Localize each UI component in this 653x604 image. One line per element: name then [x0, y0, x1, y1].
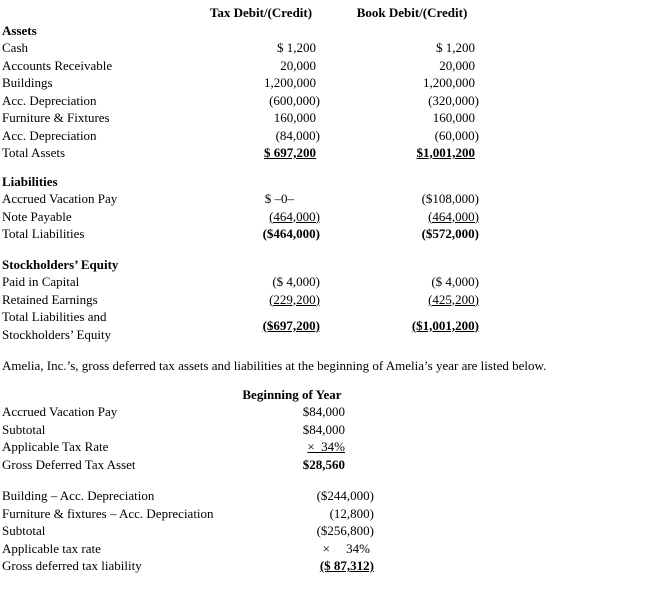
- row-label: [2, 308, 202, 343]
- row-label: Total Assets: [2, 145, 66, 160]
- book-value: $1,001,200: [416, 145, 475, 160]
- row-value: (12,800): [329, 505, 374, 521]
- row-value: × 34%: [307, 439, 345, 454]
- tax-value: ($697,200): [262, 317, 320, 333]
- row-value: ($256,800): [316, 523, 374, 538]
- liabilities-section-heading: Liabilities: [2, 173, 58, 189]
- row-label: Retained Earnings: [2, 291, 98, 307]
- row-value: ($244,000): [316, 488, 374, 503]
- tax-value: 20,000: [280, 57, 316, 73]
- book-value: 20,000: [439, 57, 475, 73]
- row-label: Cash: [2, 40, 28, 55]
- tax-value: $ 697,200: [264, 145, 316, 160]
- book-value: ($108,000): [421, 191, 479, 206]
- table-row: [2, 273, 653, 291]
- tax-value: ($ 4,000): [272, 274, 320, 289]
- table-row: [2, 540, 653, 558]
- book-value: (60,000): [434, 127, 479, 143]
- table-row: [2, 109, 653, 127]
- table-row: [2, 57, 653, 75]
- row-label: Furniture & fixtures – Acc. Depreciation: [2, 505, 214, 521]
- table-row: [2, 505, 653, 523]
- book-value: (320,000): [428, 92, 479, 108]
- row-label: Applicable Tax Rate: [2, 439, 109, 454]
- row-label: Gross deferred tax liability: [2, 558, 142, 573]
- table-row: [2, 190, 653, 208]
- beginning-of-year-header: Beginning of Year: [242, 386, 342, 402]
- table-row: [2, 39, 653, 57]
- book-value: (464,000): [428, 208, 479, 224]
- row-label: Accounts Receivable: [2, 57, 113, 73]
- book-value: 1,200,000: [423, 75, 475, 90]
- row-value: ($ 87,312): [319, 558, 374, 573]
- section-gap: [2, 473, 653, 487]
- row-label: Buildings: [2, 75, 53, 90]
- row-label-line1: Total Liabilities and: [2, 309, 107, 324]
- tax-value: (84,000): [275, 127, 320, 143]
- row-label: Acc. Depreciation: [2, 127, 97, 143]
- book-value: $ 1,200: [436, 40, 475, 55]
- tax-value: (464,000): [269, 208, 320, 224]
- row-label-line2: Stockholders’ Equity: [2, 326, 112, 342]
- total-liabilities-row: [2, 225, 653, 243]
- tax-value: $ –0–: [264, 191, 294, 206]
- row-value: $28,560: [302, 456, 345, 472]
- total-assets-row: [2, 144, 653, 162]
- beginning-of-year-header-row: [2, 386, 653, 404]
- table-row: [2, 74, 653, 92]
- row-label: Furniture & Fixtures: [2, 110, 110, 125]
- row-value: × 34%: [322, 540, 370, 556]
- table-row: [2, 438, 653, 456]
- row-value: $84,000: [302, 404, 345, 419]
- table-row: [2, 403, 653, 421]
- gross-deferred-tax-liability-row: [2, 557, 653, 575]
- book-value: (425,200): [428, 291, 479, 307]
- table-row: [2, 208, 653, 226]
- row-label: Subtotal: [2, 523, 46, 538]
- row-label: Applicable tax rate: [2, 540, 101, 556]
- section-gap: [2, 243, 653, 256]
- book-value: ($ 4,000): [431, 274, 479, 289]
- book-value: ($572,000): [421, 226, 479, 241]
- total-liabilities-equity-row: [2, 308, 653, 343]
- row-label: Accrued Vacation Pay: [2, 404, 118, 419]
- tax-value: (229,200): [269, 291, 320, 307]
- table-row: [2, 127, 653, 145]
- table-row: [2, 522, 653, 540]
- book-column-header: Book Debit/(Credit): [356, 5, 468, 20]
- row-label: Total Liabilities: [2, 226, 85, 241]
- equity-section-heading: Stockholders’ Equity: [2, 256, 119, 272]
- row-label: Paid in Capital: [2, 274, 80, 289]
- column-header-row: [2, 4, 653, 22]
- narrative-text: Amelia, Inc.’s, gross deferred tax assets and liabilities at the beginning of Amelia’s year are listed below.: [2, 358, 547, 373]
- table-row: [2, 487, 653, 505]
- tax-value: (600,000): [269, 92, 320, 108]
- tax-value: $ 1,200: [277, 40, 316, 55]
- table-row: [2, 92, 653, 110]
- gross-deferred-tax-asset-row: [2, 456, 653, 474]
- row-label: Subtotal: [2, 421, 46, 437]
- table-row: [2, 421, 653, 439]
- tax-value: ($464,000): [262, 226, 320, 241]
- book-value: ($1,001,200): [411, 317, 479, 333]
- section-gap: [2, 375, 653, 386]
- section-gap: [2, 343, 653, 357]
- row-label: Note Payable: [2, 208, 72, 224]
- table-row: [2, 291, 653, 309]
- tax-value: 160,000: [273, 110, 316, 125]
- assets-section-heading: Assets: [2, 22, 37, 38]
- row-label: Acc. Depreciation: [2, 92, 97, 108]
- row-label: Accrued Vacation Pay: [2, 191, 118, 206]
- section-gap: [2, 162, 653, 173]
- book-value: 160,000: [432, 110, 475, 125]
- row-value: $84,000: [302, 421, 345, 437]
- tax-column-header: Tax Debit/(Credit): [209, 5, 313, 20]
- tax-value: 1,200,000: [264, 75, 316, 90]
- row-label: Gross Deferred Tax Asset: [2, 456, 136, 472]
- row-label: Building – Acc. Depreciation: [2, 488, 155, 503]
